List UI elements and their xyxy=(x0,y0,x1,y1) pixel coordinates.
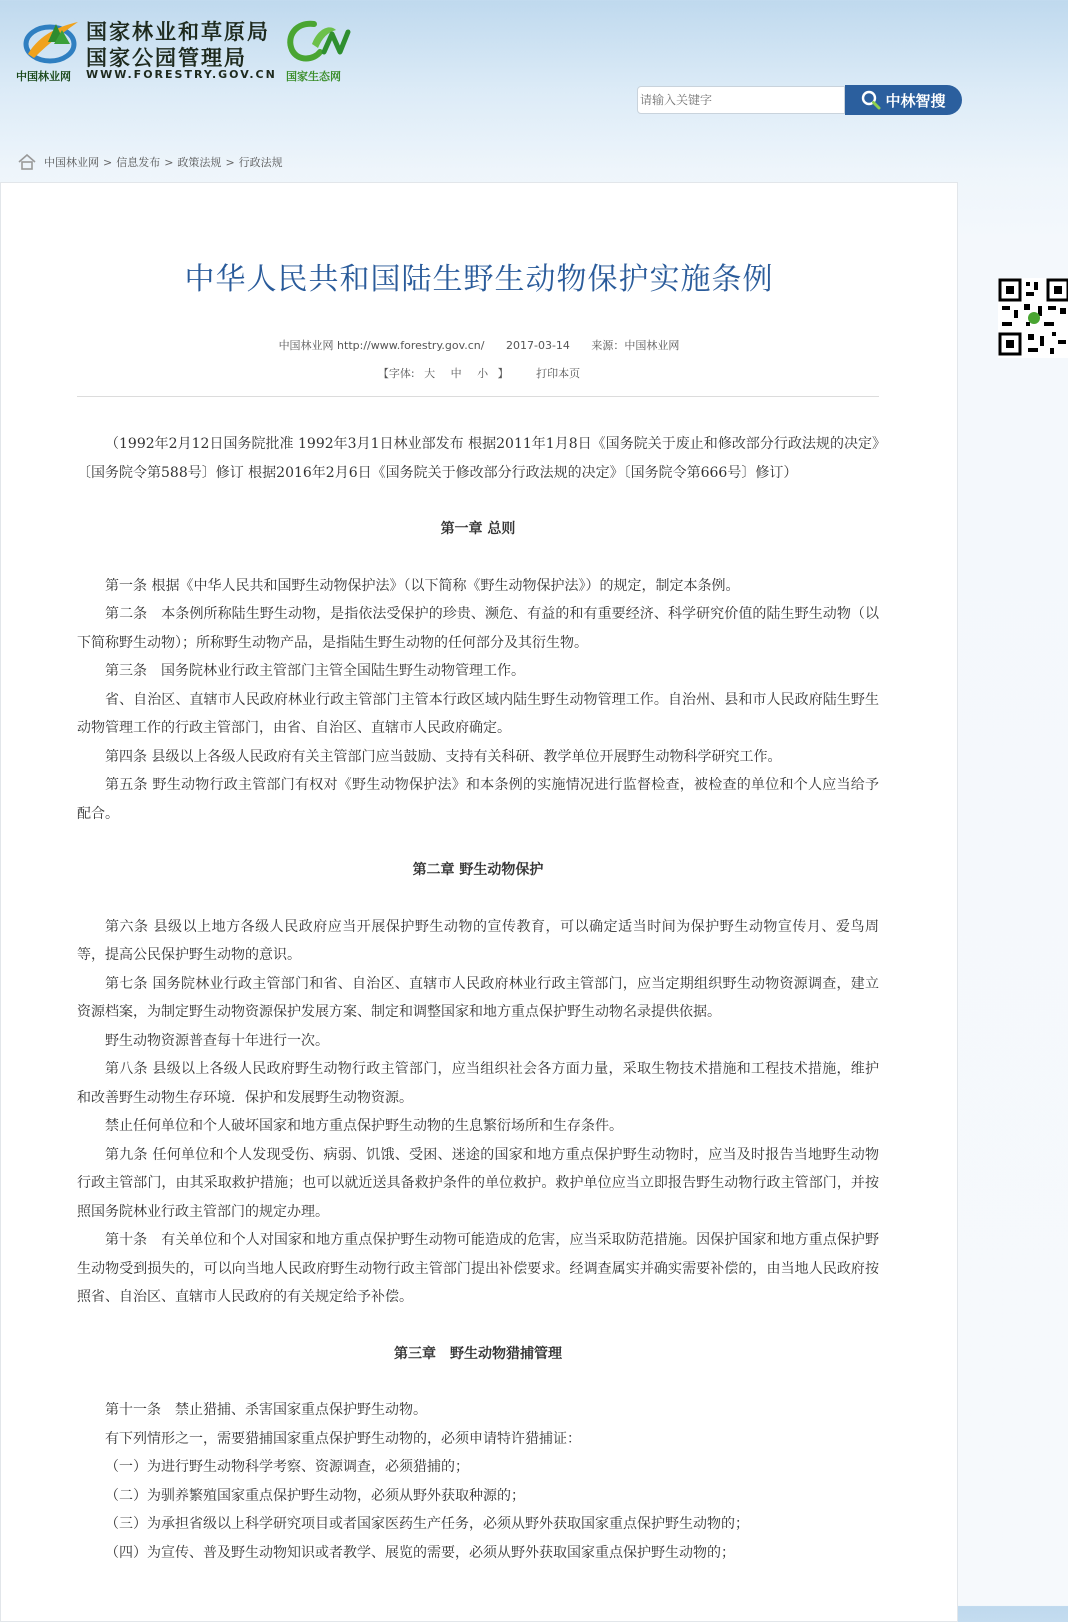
article-paragraph: 第二条 本条例所称陆生野生动物，是指依法受保护的珍贵、濒危、有益的和有重要经济、科学研究价值的陆生野生动物（以下简称野生动物）；所称野生动物产品，是指陆生野生动物的任何部分及其衍生物。 xyxy=(77,606,879,651)
article-meta xyxy=(0,337,958,353)
home-icon[interactable] xyxy=(18,154,36,170)
article-paragraph: 第八条 县级以上各级人民政府野生动物行政主管部门，应当组织社会各方面力量，采取生物技术措施和工程技术措施，维护和改善野生动物生存环境．保护和发展野生动物资源。 xyxy=(77,1061,879,1106)
article-paragraph: （四）为宣传、普及野生动物知识或者教学、展览的需要，必须从野外获取国家重点保护野生动物的； xyxy=(105,1544,735,1561)
article-paragraph: （1992年2月12日国务院批准 1992年3月1日林业部发布 根据2011年1月8日《国务院关于废止和修改部分行政法规的决定》〔国务院令第588号〕修订 根据2016年2月6日《国务院关于修改部分行政法规的决定》〔国务院令第666号〕修订） xyxy=(77,436,879,481)
breadcrumb-regulations[interactable]: 行政法规 xyxy=(238,156,283,169)
article-paragraph: 第十一条 禁止猎捕、杀害国家重点保护野生动物。 xyxy=(105,1402,427,1418)
search-input[interactable] xyxy=(637,86,845,114)
font-small-button[interactable]: 小 xyxy=(477,367,489,380)
font-large-button[interactable]: 大 xyxy=(424,367,436,380)
search-icon xyxy=(861,90,881,110)
article-paragraph: 第六条 县级以上地方各级人民政府应当开展保护野生动物的宣传教育，可以确定适当时间为保护野生动物宣传月、爱鸟周等，提高公民保护野生动物的意识。 xyxy=(77,918,879,963)
forestry-logo-icon[interactable] xyxy=(20,14,82,66)
article-paragraph: 有下列情形之一，需要猎捕国家重点保护野生动物的，必须申请特许猎捕证： xyxy=(105,1430,581,1447)
chapter-heading: 第一章 总则 xyxy=(440,521,516,537)
article-paragraph: 第三条 国务院林业行政主管部门主管全国陆生野生动物管理工作。 xyxy=(105,663,525,679)
article-paragraph: 第十条 有关单位和个人对国家和地方重点保护野生动物可能造成的危害，应当采取防范措施。因保护国家和地方重点保护野生动物受到损失的，可以向当地人民政府野生动物行政主管部门提出补偿要求。经调查属实并确实需要补偿的，由当地人民政府按照省、自治区、直辖市人民政府的有关规定给予补偿。 xyxy=(77,1232,879,1305)
article-paragraph: （二）为驯养繁殖国家重点保护野生动物，必须从野外获取种源的； xyxy=(105,1487,525,1504)
article-paragraph: 第一条 根据《中华人民共和国野生动物保护法》（以下简称《野生动物保护法》）的规定，制定本条例。 xyxy=(105,577,740,594)
meta-date: 2017-03-14 xyxy=(505,339,570,352)
breadcrumb xyxy=(18,154,283,170)
article-body xyxy=(77,430,879,1567)
search-button[interactable] xyxy=(845,85,962,115)
article-paragraph: 第九条 任何单位和个人发现受伤、病弱、饥饿、受困、迷途的国家和地方重点保护野生动物时，应当及时报告当地野生动物行政主管部门，由其采取救护措施；也可以就近送具备救护条件的单位救护。救护单位应当立即报告野生动物行政主管部门，并按照国务院林业行政主管部门的规定办理。 xyxy=(77,1146,879,1220)
font-label-close: 】 xyxy=(497,367,509,380)
search-button-label: 中林智搜 xyxy=(885,91,946,110)
article-paragraph: （三）为承担省级以上科学研究项目或者国家医药生产任务，必须从野外获取国家重点保护野生动物的； xyxy=(105,1516,749,1532)
article-paragraph: 禁止任何单位和个人破坏国家和地方重点保护野生动物的生息繁衍场所和生存条件。 xyxy=(105,1118,623,1134)
chapter-heading: 第三章 野生动物猎捕管理 xyxy=(394,1345,562,1362)
breadcrumb-policy[interactable]: 政策法规 xyxy=(177,156,222,169)
article-title: 中华人民共和国陆生野生动物保护实施条例 xyxy=(184,262,774,297)
site-header xyxy=(0,0,1068,150)
article-paragraph: 第四条 县级以上各级人民政府有关主管部门应当鼓励、支持有关科研、教学单位开展野生动物科学研究工作。 xyxy=(105,748,782,765)
divider xyxy=(77,396,879,397)
breadcrumb-separator: > xyxy=(225,155,235,169)
font-label-open: 【字体: xyxy=(377,367,415,380)
meta-source-site: 中国林业网 http://www.forestry.gov.cn/ xyxy=(278,339,485,352)
breadcrumb-separator: > xyxy=(103,155,113,169)
site-short-name: 中国林业网 xyxy=(16,70,71,83)
article-paragraph: （一）为进行野生动物科学考察、资源调查，必须猎捕的； xyxy=(105,1459,469,1475)
qr-code-icon xyxy=(998,278,1068,358)
eco-network-label: 国家生态网 xyxy=(286,70,341,83)
breadcrumb-home[interactable]: 中国林业网 xyxy=(44,156,99,169)
article-paragraph: 第七条 国务院林业行政主管部门和省、自治区、直辖市人民政府林业行政主管部门，应当定期组织野生动物资源调查，建立资源档案，为制定野生动物资源保护发展方案、制定和调整国家和地方重点保护野生动物名录提供依据。 xyxy=(77,975,879,1020)
org-name-line2: 国家公园管理局 xyxy=(86,46,247,70)
site-url: WWW.FORESTRY.GOV.CN xyxy=(86,68,277,81)
breadcrumb-separator: > xyxy=(164,155,174,169)
font-medium-button[interactable]: 中 xyxy=(450,367,462,380)
chapter-heading: 第二章 野生动物保护 xyxy=(412,862,544,878)
font-size-controls xyxy=(0,365,958,381)
article-paragraph: 省、自治区、直辖市人民政府林业行政主管部门主管本行政区域内陆生野生动物管理工作。自治州、县和市人民政府陆生野生动物管理工作的行政主管部门，由省、自治区、直辖市人民政府确定。 xyxy=(77,691,879,736)
breadcrumb-info[interactable]: 信息发布 xyxy=(116,156,161,169)
print-button[interactable]: 打印本页 xyxy=(536,367,581,380)
article-paragraph: 第五条 野生动物行政主管部门有权对《野生动物保护法》和本条例的实施情况进行监督检查，被检查的单位和个人应当给予配合。 xyxy=(77,777,879,822)
article-paragraph: 野生动物资源普查每十年进行一次。 xyxy=(105,1032,329,1049)
org-name-line1: 国家林业和草原局 xyxy=(86,20,270,44)
meta-source: 来源：中国林业网 xyxy=(591,339,680,352)
eco-network-logo-icon[interactable] xyxy=(284,18,352,64)
